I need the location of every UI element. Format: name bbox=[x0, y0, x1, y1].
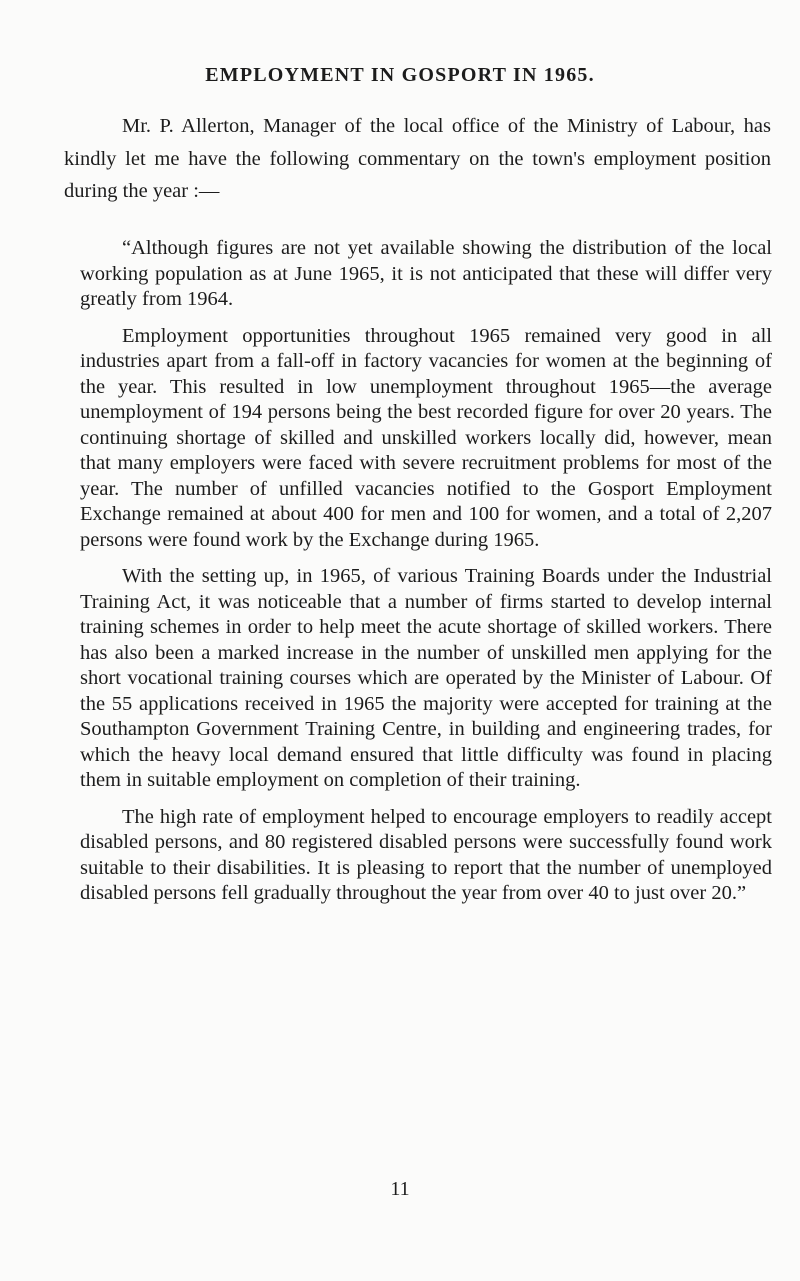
paragraph-disabled: The high rate of employment helped to encourage employers to readily accept disabled persons, and 80 registered disabled persons were successfully found work suitable to their disabilities. It is pleasing to report that the number of unemployed disabled persons fell gradually throughout the year from over 40 to just over 20.” bbox=[80, 805, 772, 904]
paragraph-figures: “Although figures are not yet available showing the distribution of the local working population as at June 1965, it is not anticipated that these will differ very greatly from 1964. bbox=[80, 237, 772, 310]
paragraph-opportunities: Employment opportunities throughout 1965 remained very good in all industries apart from a fall-off in factory vacancies for women at the beginning of the year. This resulted in low unemployment throughout 1965—the average unemployment of 194 persons being the best recorded figure for over 20 years. The continuing shortage of skilled and unskilled workers locally did, however, mean that many employers were faced with severe recruitment problems for most of the year. The number of unfilled vacancies notified to the Gosport Employment Exchange remained at about 400 for men and 100 for women, and a total of 2,207 persons were found work by the Exchange during 1965. bbox=[80, 324, 772, 551]
paragraph-training: With the setting up, in 1965, of various Training Boards under the Industrial Training Act, it was noticeable that a number of firms started to develop internal training schemes in order to help meet the acute shortage of skilled workers. There has also been a marked increase in the number of unskilled men applying for the short vocational training courses which are operated by the Minister of Labour. Of the 55 applications received in 1965 the majority were accepted for training at the Southampton Government Training Centre, in building and engineering trades, for which the heavy local demand ensured that little difficulty was found in placing them in suitable employment on completion of their training. bbox=[80, 565, 772, 791]
intro-paragraph: Mr. P. Allerton, Manager of the local office of the Ministry of Labour, has kindly let me have the following commentary on the town's employment position during the year :— bbox=[64, 115, 771, 202]
page-title: EMPLOYMENT IN GOSPORT IN 1965. bbox=[205, 64, 595, 86]
page-number: 11 bbox=[390, 1178, 410, 1200]
commentary-body bbox=[80, 236, 772, 918]
